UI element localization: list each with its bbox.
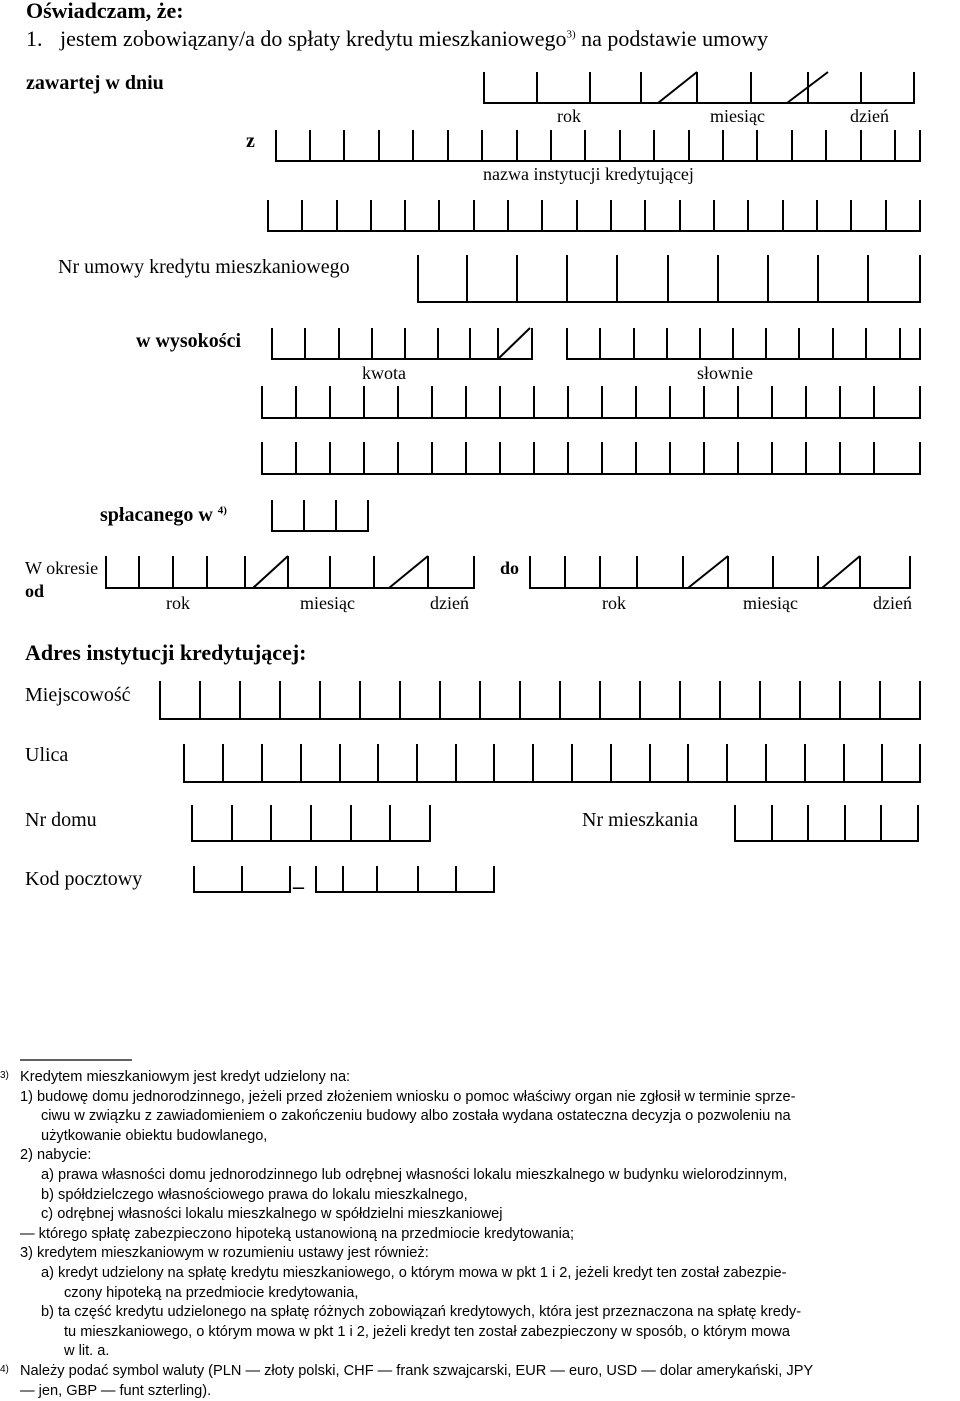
- footnote-line: czony hipoteką na przedmiocie kredytowania,: [64, 1284, 359, 1301]
- footnote-line: — jen, GBP — funt szterling).: [20, 1382, 212, 1399]
- to-caption-day: dzień: [873, 593, 912, 613]
- city-label: Miejscowość: [25, 684, 131, 706]
- caption-month: miesiąc: [710, 106, 765, 126]
- street-label: Ulica: [25, 744, 69, 766]
- amount-caption: kwota: [362, 363, 406, 383]
- institution-caption: nazwa instytucji kredytującej: [483, 164, 694, 184]
- item-tail: na podstawie umowy: [581, 26, 769, 51]
- institution-name-boxes-row2[interactable]: [268, 200, 920, 231]
- contract-number-label: Nr umowy kredytu mieszkaniowego: [58, 256, 350, 278]
- item-text: jestem zobowiązany/a do spłaty kredytu mieszkaniowego: [60, 26, 567, 51]
- footnote-line: ciwu w związku z zawiadomieniem o zakończeniu budowy albo została wydana ostateczna decyzja o pozwoleniu na: [41, 1108, 791, 1125]
- footnote-line: Należy podać symbol waluty (PLN — złoty polski, CHF — frank szwajcarski, EUR — euro, USD — dolar amerykański, JPY: [20, 1363, 814, 1379]
- footnote-line: Kredytem mieszkaniowym jest kredyt udzielony na:: [20, 1069, 351, 1085]
- from-caption-month: miesiąc: [300, 593, 355, 613]
- house-number-label: Nr domu: [25, 809, 97, 831]
- city-boxes[interactable]: [160, 681, 920, 719]
- declaration-title: Oświadczam, że:: [26, 0, 184, 23]
- footnote-line: 2) nabycie:: [20, 1147, 92, 1164]
- house-number-boxes[interactable]: [192, 805, 430, 841]
- currency-boxes[interactable]: [272, 500, 368, 531]
- flat-number-boxes[interactable]: [735, 805, 918, 841]
- period-from-boxes[interactable]: [106, 556, 474, 588]
- amount-words-boxes-row3[interactable]: [262, 442, 920, 474]
- footnote-3-mark: 3): [0, 1070, 9, 1081]
- footnote-line: c) odrębnej własności lokalu mieszkalnego w spółdzielni mieszkaniowej: [41, 1206, 503, 1223]
- footnote-line: b) ta część kredytu udzielonego na spłatę różnych zobowiązań kredytowych, która jest przeznaczona na spłatę kredy-: [41, 1304, 802, 1321]
- contract-number-boxes[interactable]: [418, 255, 920, 302]
- postal-code-dash: _: [293, 866, 304, 891]
- caption-year: rok: [557, 106, 581, 126]
- footnote-line: 1) budowę domu jednorodzinnego, jeżeli przed złożeniem wniosku o pomoc właściwy organ nie zgłosił w terminie sprze-: [20, 1088, 796, 1105]
- street-boxes[interactable]: [184, 744, 920, 782]
- amount-words-boxes-row2[interactable]: [262, 386, 920, 418]
- period-to-label: do: [500, 558, 520, 578]
- from-caption-year: rok: [166, 593, 190, 613]
- caption-day: dzień: [850, 106, 889, 126]
- from-caption-day: dzień: [430, 593, 469, 613]
- amount-boxes[interactable]: [272, 328, 532, 359]
- footnote-4-mark: 4): [0, 1364, 9, 1375]
- footnote-line: 3) kredytem mieszkaniowym w rozumieniu ustawy jest również:: [20, 1245, 429, 1262]
- address-heading: Adres instytucji kredytującej:: [25, 640, 307, 665]
- contract-date-boxes[interactable]: [484, 72, 914, 103]
- period-from-label: od: [25, 581, 45, 601]
- footnote-ref-4: 4): [217, 504, 227, 517]
- from-label: z: [246, 130, 255, 152]
- footnote-line: a) kredyt udzielony na spłatę kredytu mieszkaniowego, o którym mowa w pkt 1 i 2, jeżeli kredyt ten został zabezpie-: [41, 1265, 787, 1281]
- item-number: 1.: [26, 26, 43, 51]
- flat-number-label: Nr mieszkania: [582, 809, 699, 831]
- footnote-ref-3: 3): [566, 28, 576, 41]
- currency-label-text: spłacanego w: [100, 504, 213, 526]
- postal-code-label: Kod pocztowy: [25, 868, 143, 890]
- footnote-line: — którego spłatę zabezpieczono hipoteką ustanowioną na przedmiocie kredytowania;: [20, 1225, 575, 1242]
- footnotes-block: [0, 1068, 960, 1399]
- amount-words-boxes[interactable]: [567, 328, 920, 359]
- period-label: W okresie: [25, 558, 99, 578]
- postal-code-boxes[interactable]: [194, 866, 494, 892]
- footnote-line: użytkowanie obiektu budowlanego,: [41, 1127, 268, 1144]
- period-to-boxes[interactable]: [530, 556, 910, 588]
- footnote-line: a) prawa własności domu jednorodzinnego lub odrębnej własności lokalu mieszkalnego w budynku wielorodzinnym,: [41, 1167, 788, 1183]
- words-caption: słownie: [697, 363, 753, 383]
- to-caption-month: miesiąc: [743, 593, 798, 613]
- to-caption-year: rok: [602, 593, 626, 613]
- footnote-line: w lit. a.: [64, 1343, 110, 1360]
- footnote-line: tu mieszkaniowego, o którym mowa w pkt 1 i 2, jeżeli kredyt ten został zabezpieczony w sposób, o którym mowa: [64, 1323, 790, 1340]
- institution-name-boxes-row1[interactable]: [276, 130, 920, 161]
- amount-label: w wysokości: [136, 330, 242, 352]
- footnote-line: b) spółdzielczego własnościowego prawa do lokalu mieszkalnego,: [41, 1186, 468, 1203]
- contract-date-label: zawartej w dniu: [26, 72, 164, 94]
